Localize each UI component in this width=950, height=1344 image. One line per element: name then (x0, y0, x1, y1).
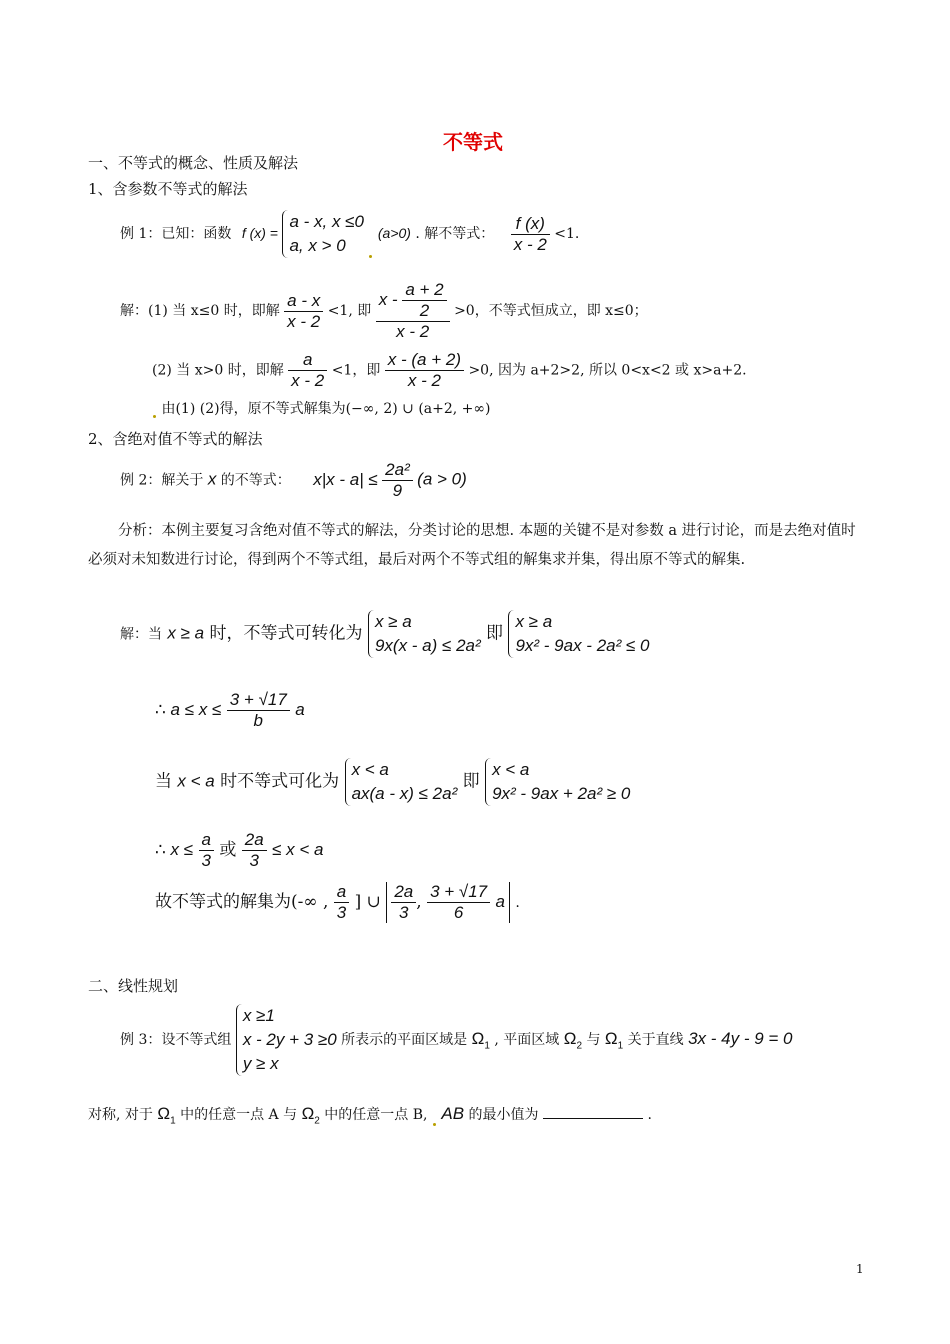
final-text: ] ∪ (354, 892, 381, 912)
omega-symbol: Ω (471, 1029, 485, 1048)
section-heading-1: 一、不等式的概念、性质及解法 (88, 154, 299, 172)
system-line: x < a (351, 760, 389, 779)
piece-case-1: a - x, x ≤0 (289, 212, 364, 231)
subsection-heading-2: 2、含绝对值不等式的解法 (88, 430, 263, 448)
fraction-denominator: 9 (382, 480, 413, 501)
result-text: 或 (219, 840, 237, 860)
fraction-numerator: f (x) (515, 213, 545, 233)
fraction (334, 882, 349, 923)
example-2-label: 例 2：解关于 (120, 472, 204, 489)
system-line: ax(a - x) ≤ 2a² (351, 784, 458, 803)
solution-text: 当 (155, 771, 172, 792)
fraction (427, 882, 490, 923)
fraction (385, 350, 464, 391)
nested-fraction (376, 280, 450, 342)
fraction-denominator: 2 (402, 300, 446, 321)
example-3 (120, 1004, 793, 1076)
fraction-numerator (376, 280, 450, 321)
marker-dot (433, 1123, 436, 1126)
fraction-numerator: 3 + √17 (229, 690, 287, 709)
fraction (284, 291, 323, 332)
inequality-fraction (511, 214, 550, 255)
solution-text: >0, 因为 a+2>2, 所以 0<x<2 或 x>a+2. (468, 362, 747, 379)
section-heading-2: 二、线性规划 (88, 977, 179, 995)
fraction-denominator: 3 (391, 902, 416, 923)
solution-2-final (155, 882, 520, 923)
system-line: x < a (492, 760, 530, 779)
system-line: 9x(x - a) ≤ 2a² (374, 636, 481, 655)
condition: x ≥ a (167, 623, 205, 643)
fraction-denominator: 3 (334, 902, 349, 923)
omega-symbol: Ω (301, 1104, 315, 1123)
condition: (a>0) (377, 225, 411, 241)
final-text: 故不等式的解集为(-∞ , (155, 892, 329, 912)
omega-subscript: 1 (484, 1040, 490, 1052)
fraction-numerator: a + 2 (405, 280, 444, 299)
result-text: ∴ x ≤ (155, 840, 194, 859)
fraction (242, 830, 267, 871)
solution-1-part-1 (120, 280, 648, 342)
omega-symbol: Ω (563, 1029, 577, 1048)
solution-text: 即 (486, 623, 504, 644)
system-line: y ≥ x (242, 1054, 279, 1073)
omega-subscript: 1 (617, 1040, 624, 1052)
system-brace (485, 758, 630, 806)
solution-1-part-2 (152, 350, 747, 391)
omega-symbol: Ω (157, 1104, 171, 1123)
solution-text: <1，即 (331, 362, 381, 379)
segment-ab: AB (441, 1104, 465, 1123)
solution-text: 时，不等式可转化为 (209, 623, 363, 644)
fraction (391, 882, 416, 923)
region-omega-1 (604, 1029, 624, 1052)
solution-2-line-1 (120, 610, 650, 658)
fraction-numerator: a (302, 350, 313, 369)
system-brace (368, 610, 481, 658)
system-brace (345, 758, 458, 806)
solution-1-conclusion (152, 398, 491, 418)
system-line: x - 2y + 3 ≥0 (242, 1030, 337, 1049)
omega-symbol: Ω (604, 1029, 618, 1048)
fraction-denominator: x - 2 (284, 311, 323, 332)
system-brace (236, 1004, 337, 1076)
system-line: x ≥1 (242, 1006, 275, 1025)
system-line: 9x² - 9ax - 2a² ≤ 0 (515, 636, 650, 655)
solution-2-result-2 (155, 830, 324, 871)
fraction-denominator: 3 (242, 850, 267, 871)
result-text: a (295, 700, 305, 719)
region-omega-2 (301, 1104, 320, 1127)
symmetry-line: 3x - 4y - 9 = 0 (688, 1029, 793, 1048)
example-text: 对称, 对于 (88, 1107, 153, 1123)
fraction-denominator: 3 (199, 850, 214, 871)
piece-case-2: a, x > 0 (289, 236, 346, 255)
system-line: x ≥ a (374, 612, 412, 631)
fraction-numerator: 2a² (385, 460, 410, 479)
condition: (a > 0) (417, 469, 467, 489)
fraction-denominator: b (227, 710, 290, 731)
example-text: 所表示的平面区域是 (341, 1032, 468, 1048)
example-3-label: 例 3：设不等式组 (120, 1032, 232, 1048)
solution-text: >0，不等式恒成立，即 x≤0； (454, 303, 648, 319)
example-text: 中的任意一点 A 与 (180, 1107, 298, 1123)
fraction-denominator: x - 2 (376, 321, 450, 342)
example-2-label: 的不等式： (220, 472, 291, 489)
solution-text: 时不等式可化为 (220, 771, 340, 792)
example-1-label: 例 1：已知：函数 (120, 226, 232, 242)
closed-interval (386, 882, 510, 923)
page-number: 1 (856, 1262, 864, 1276)
final-text: a (495, 892, 506, 911)
fraction-numerator: x - (a + 2) (387, 350, 461, 369)
variable: x (207, 469, 217, 489)
example-text: 与 (586, 1032, 601, 1048)
system-line: 9x² - 9ax + 2a² ≥ 0 (492, 784, 631, 803)
fraction-denominator: 6 (427, 902, 490, 923)
region-omega-1 (471, 1029, 490, 1052)
inner-fraction (402, 280, 446, 321)
omega-subscript: 1 (170, 1115, 176, 1127)
example-2 (120, 460, 467, 501)
example-text: 关于直线 (627, 1032, 684, 1048)
final-text: , (416, 892, 422, 912)
fraction-numerator: 3 + √17 (430, 882, 488, 901)
subsection-heading-1: 1、含参数不等式的解法 (88, 180, 248, 198)
fraction-numerator: 2a (244, 830, 264, 849)
system-brace (508, 610, 649, 658)
solution-text: <1, 即 (327, 303, 372, 319)
analysis-paragraph: 分析：本例主要复习含绝对值不等式的解法，分类讨论的思想. 本题的关键不是对参数 a 进行讨论，而是去绝对值时必须对未知数进行讨论，得到两个不等式组，最后对两个不等式组的解集求并集，得出原不等式的解集. (88, 523, 856, 568)
fraction (382, 460, 413, 501)
result-text: ∴ a ≤ x ≤ (155, 700, 222, 719)
piecewise-brace (282, 210, 364, 258)
function-name: f (x) = (241, 225, 278, 241)
solution-2-line-2 (155, 758, 630, 806)
numerator-term: x - (378, 289, 398, 309)
system-line: x ≥ a (515, 612, 553, 631)
condition: x < a (177, 771, 215, 791)
fraction-numerator: 2a (394, 882, 414, 901)
fraction-denominator: x - 2 (385, 370, 464, 391)
example-text: 中的任意一点 B, (324, 1107, 428, 1123)
fraction (227, 690, 290, 731)
region-omega-1 (157, 1104, 176, 1127)
example-3-continued (88, 1104, 652, 1126)
region-omega-2 (563, 1029, 582, 1052)
task-text: . 解不等式： (415, 226, 495, 242)
fraction-denominator: x - 2 (511, 234, 550, 255)
solution-text: (2) 当 x>0 时，即解 (152, 362, 284, 379)
inequality-lhs: x|x - a| ≤ (313, 469, 378, 489)
example-1 (120, 210, 579, 258)
inequality-rhs: <1. (554, 226, 580, 242)
omega-subscript: 2 (576, 1040, 582, 1052)
marker-dot (153, 415, 156, 418)
fraction-numerator: a (336, 882, 347, 901)
example-text: , 平面区域 (494, 1032, 560, 1048)
fraction-numerator: a (201, 830, 211, 849)
solution-text: 由(1) (2)得，原不等式解集为(−∞, 2) ∪ (a+2, +∞) (161, 401, 491, 417)
solution-text: 解：(1) 当 x≤0 时，即解 (120, 303, 280, 319)
fraction (199, 830, 214, 871)
final-text: . (515, 895, 520, 911)
fraction-numerator: a - x (287, 290, 321, 310)
solution-2-result-1 (155, 690, 305, 731)
example-text: 的最小值为 (468, 1107, 539, 1123)
marker-dot (369, 255, 372, 258)
example-text: . (647, 1107, 652, 1123)
fraction-denominator: x - 2 (288, 370, 327, 391)
omega-subscript: 2 (314, 1115, 320, 1127)
solution-text: 即 (462, 771, 480, 792)
page-title: 不等式 (443, 130, 503, 154)
result-text: ≤ x < a (272, 840, 324, 859)
answer-blank (543, 1104, 643, 1119)
solution-text: 解：当 (120, 626, 162, 643)
fraction (288, 350, 327, 391)
